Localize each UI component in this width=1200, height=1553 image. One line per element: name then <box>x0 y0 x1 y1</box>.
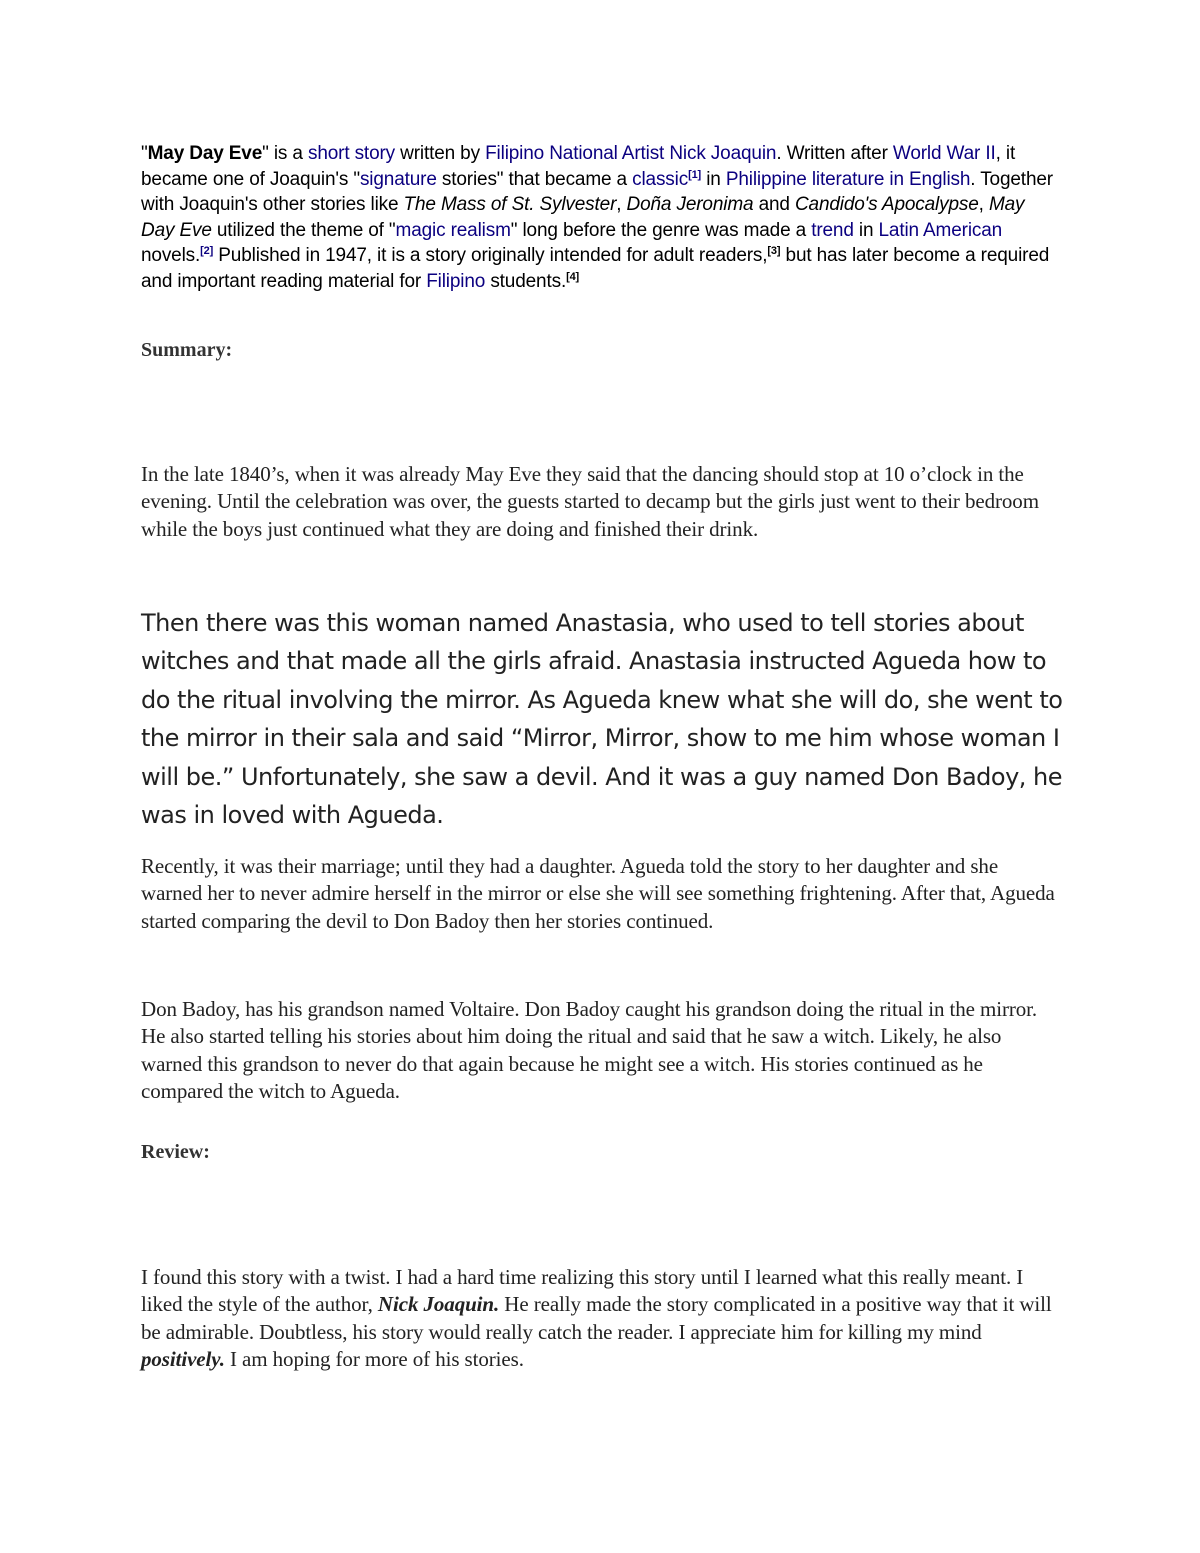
intro-text: " is a <box>262 143 308 164</box>
intro-text: novels. <box>141 245 201 267</box>
link-classic[interactable]: classic <box>632 168 689 190</box>
title-dona-jeronima: Doña Jeronima <box>626 194 754 216</box>
intro-text: students. <box>485 270 567 292</box>
link-magic-realism[interactable]: magic realism <box>395 219 511 241</box>
intro-text: written by <box>395 143 486 164</box>
link-filipino[interactable]: Filipino <box>426 270 486 292</box>
summary-paragraph-2: Then there was this woman named Anastasia, who used to tell stories about witches and that made all the girls afraid. Anastasia instructed Agueda how to do the ritual involving the mirror. As Agueda knew what she will do, she went to the mirror in their sala and said “Mirror, Mirror, show to me him whose woman I will be.” Unfortunately, she saw a devil. And it was a guy named Don Badoy, he was in loved with Agueda. <box>141 609 1063 830</box>
reference-3[interactable]: [3] <box>767 245 781 258</box>
review-emphasis: positively. <box>141 1346 225 1371</box>
intro-text: " <box>141 143 148 164</box>
link-trend[interactable]: trend <box>811 219 854 241</box>
intro-paragraph <box>141 141 1061 295</box>
summary-heading: Summary: <box>141 339 233 361</box>
review-text: I am hoping for more of his stories. <box>224 1346 524 1371</box>
review-author-name: Nick Joaquin. <box>377 1292 500 1317</box>
story-title: May Day Eve <box>147 143 263 164</box>
review-text: I found this story with a twist. I had a hard time realizing this story until I learned what this really meant. I liked the style of the author, <box>141 1265 1024 1317</box>
link-filipino-national-artist[interactable]: Filipino National Artist <box>485 143 665 164</box>
intro-text: in <box>701 168 726 190</box>
intro-text: but has later become a required and important reading material for <box>141 245 1050 292</box>
intro-text: , <box>616 194 627 216</box>
intro-text: in <box>853 219 879 241</box>
intro-text: and <box>753 194 795 216</box>
intro-text: . Written after <box>776 143 893 164</box>
reference-4[interactable]: [4] <box>566 270 580 283</box>
link-latin-american[interactable]: Latin American <box>878 219 1003 241</box>
intro-text: , it became one of Joaquin's " <box>141 143 1016 190</box>
intro-text: stories" that became a <box>436 168 633 190</box>
intro-text: . Together with Joaquin's other stories like <box>141 168 1053 216</box>
review-text: He really made the story complicated in a positive way that it will be admirable. Doubtless, his story would really catch the reader. I appreciate him for killing my mind <box>141 1292 1052 1344</box>
title-mass-of-st-sylvester: The Mass of St. Sylvester <box>403 194 617 216</box>
intro-text: , <box>978 194 989 216</box>
summary-paragraph-1: In the late 1840’s, when it was already May Eve they said that the dancing should stop at 10 o’clock in the evening. Until the celebration was over, the guests started to decamp but the girls just went to their bedroom while the boys just continued what they are doing and finished their drink. <box>141 462 1039 541</box>
link-world-war-ii[interactable]: World War II <box>892 143 996 164</box>
review-heading: Review: <box>141 1141 210 1163</box>
title-may-day-eve: May Day Eve <box>141 194 1025 241</box>
intro-text: " long before the genre was made a <box>510 219 812 241</box>
link-nick-joaquin[interactable]: Nick Joaquin <box>669 143 777 164</box>
link-short-story[interactable]: short story <box>307 143 396 164</box>
intro-text: Published in 1947, it is a story originally intended for adult readers, <box>213 245 768 267</box>
summary-paragraph-3: Recently, it was their marriage; until they had a daughter. Agueda told the story to her daughter and she warned her to never admire herself in the mirror or else she will see something frightening. After that, Agueda started comparing the devil to Don Badoy then her stories continued. <box>141 854 1055 933</box>
link-signature[interactable]: signature <box>359 168 437 190</box>
title-candidos-apocalypse: Candido's Apocalypse <box>794 194 979 216</box>
review-paragraph <box>141 1264 1061 1373</box>
summary-paragraph-4: Don Badoy, has his grandson named Voltaire. Don Badoy caught his grandson doing the ritual in the mirror. He also started telling his stories about him doing the ritual and said that he saw a witch. Likely, he also warned this grandson to never do that again because he might see a witch. His stories continued as he compared the witch to Agueda. <box>141 997 1038 1103</box>
reference-1[interactable]: [1] <box>688 168 702 181</box>
reference-2[interactable]: [2] <box>200 245 214 258</box>
intro-text: utilized the theme of " <box>211 219 396 241</box>
link-philippine-literature[interactable]: Philippine literature in English <box>725 168 971 190</box>
